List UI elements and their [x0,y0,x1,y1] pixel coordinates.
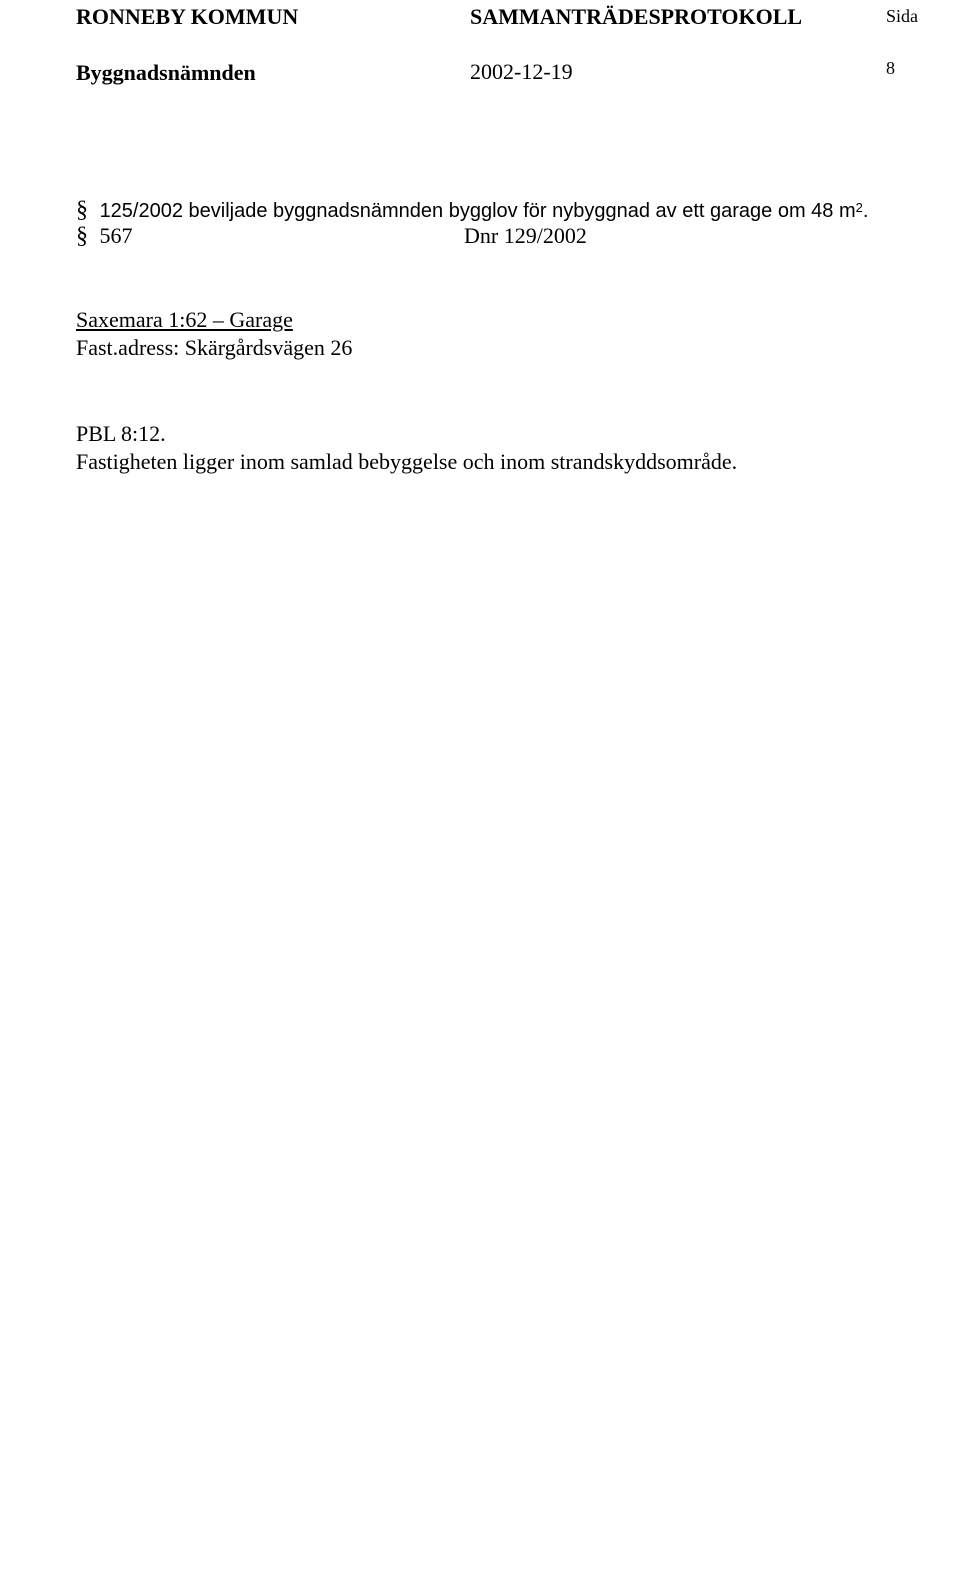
page-number: 8 [886,58,895,78]
property-title: Saxemara 1:62 – Garage [76,307,293,332]
page-label: Sida [886,6,919,26]
committee-name: Byggnadsnämnden [76,60,256,85]
background-line-1: § 125/2002 beviljade byggnadsnämnden bygglov för nybyggnad av ett garage om 48 $m^2$. [76,197,869,223]
section-symbol: § [76,223,88,249]
document-type: SAMMANTRÄDESPROTOKOLL [470,4,803,29]
section-line [76,222,133,250]
dnr: Dnr 129/2002 [464,223,587,248]
municipality-name: RONNEBY KOMMUN [76,4,299,29]
location-note: Fastigheten ligger inom samlad bebyggelse och inom strandskyddsområde. [76,449,738,474]
section-number: 567 [99,223,133,248]
law-reference: PBL 8:12. [76,421,166,446]
meeting-date: 2002-12-19 [470,59,573,84]
section-symbol-2: § [76,197,88,223]
property-address: Fast.adress: Skärgårdsvägen 26 [76,335,353,360]
